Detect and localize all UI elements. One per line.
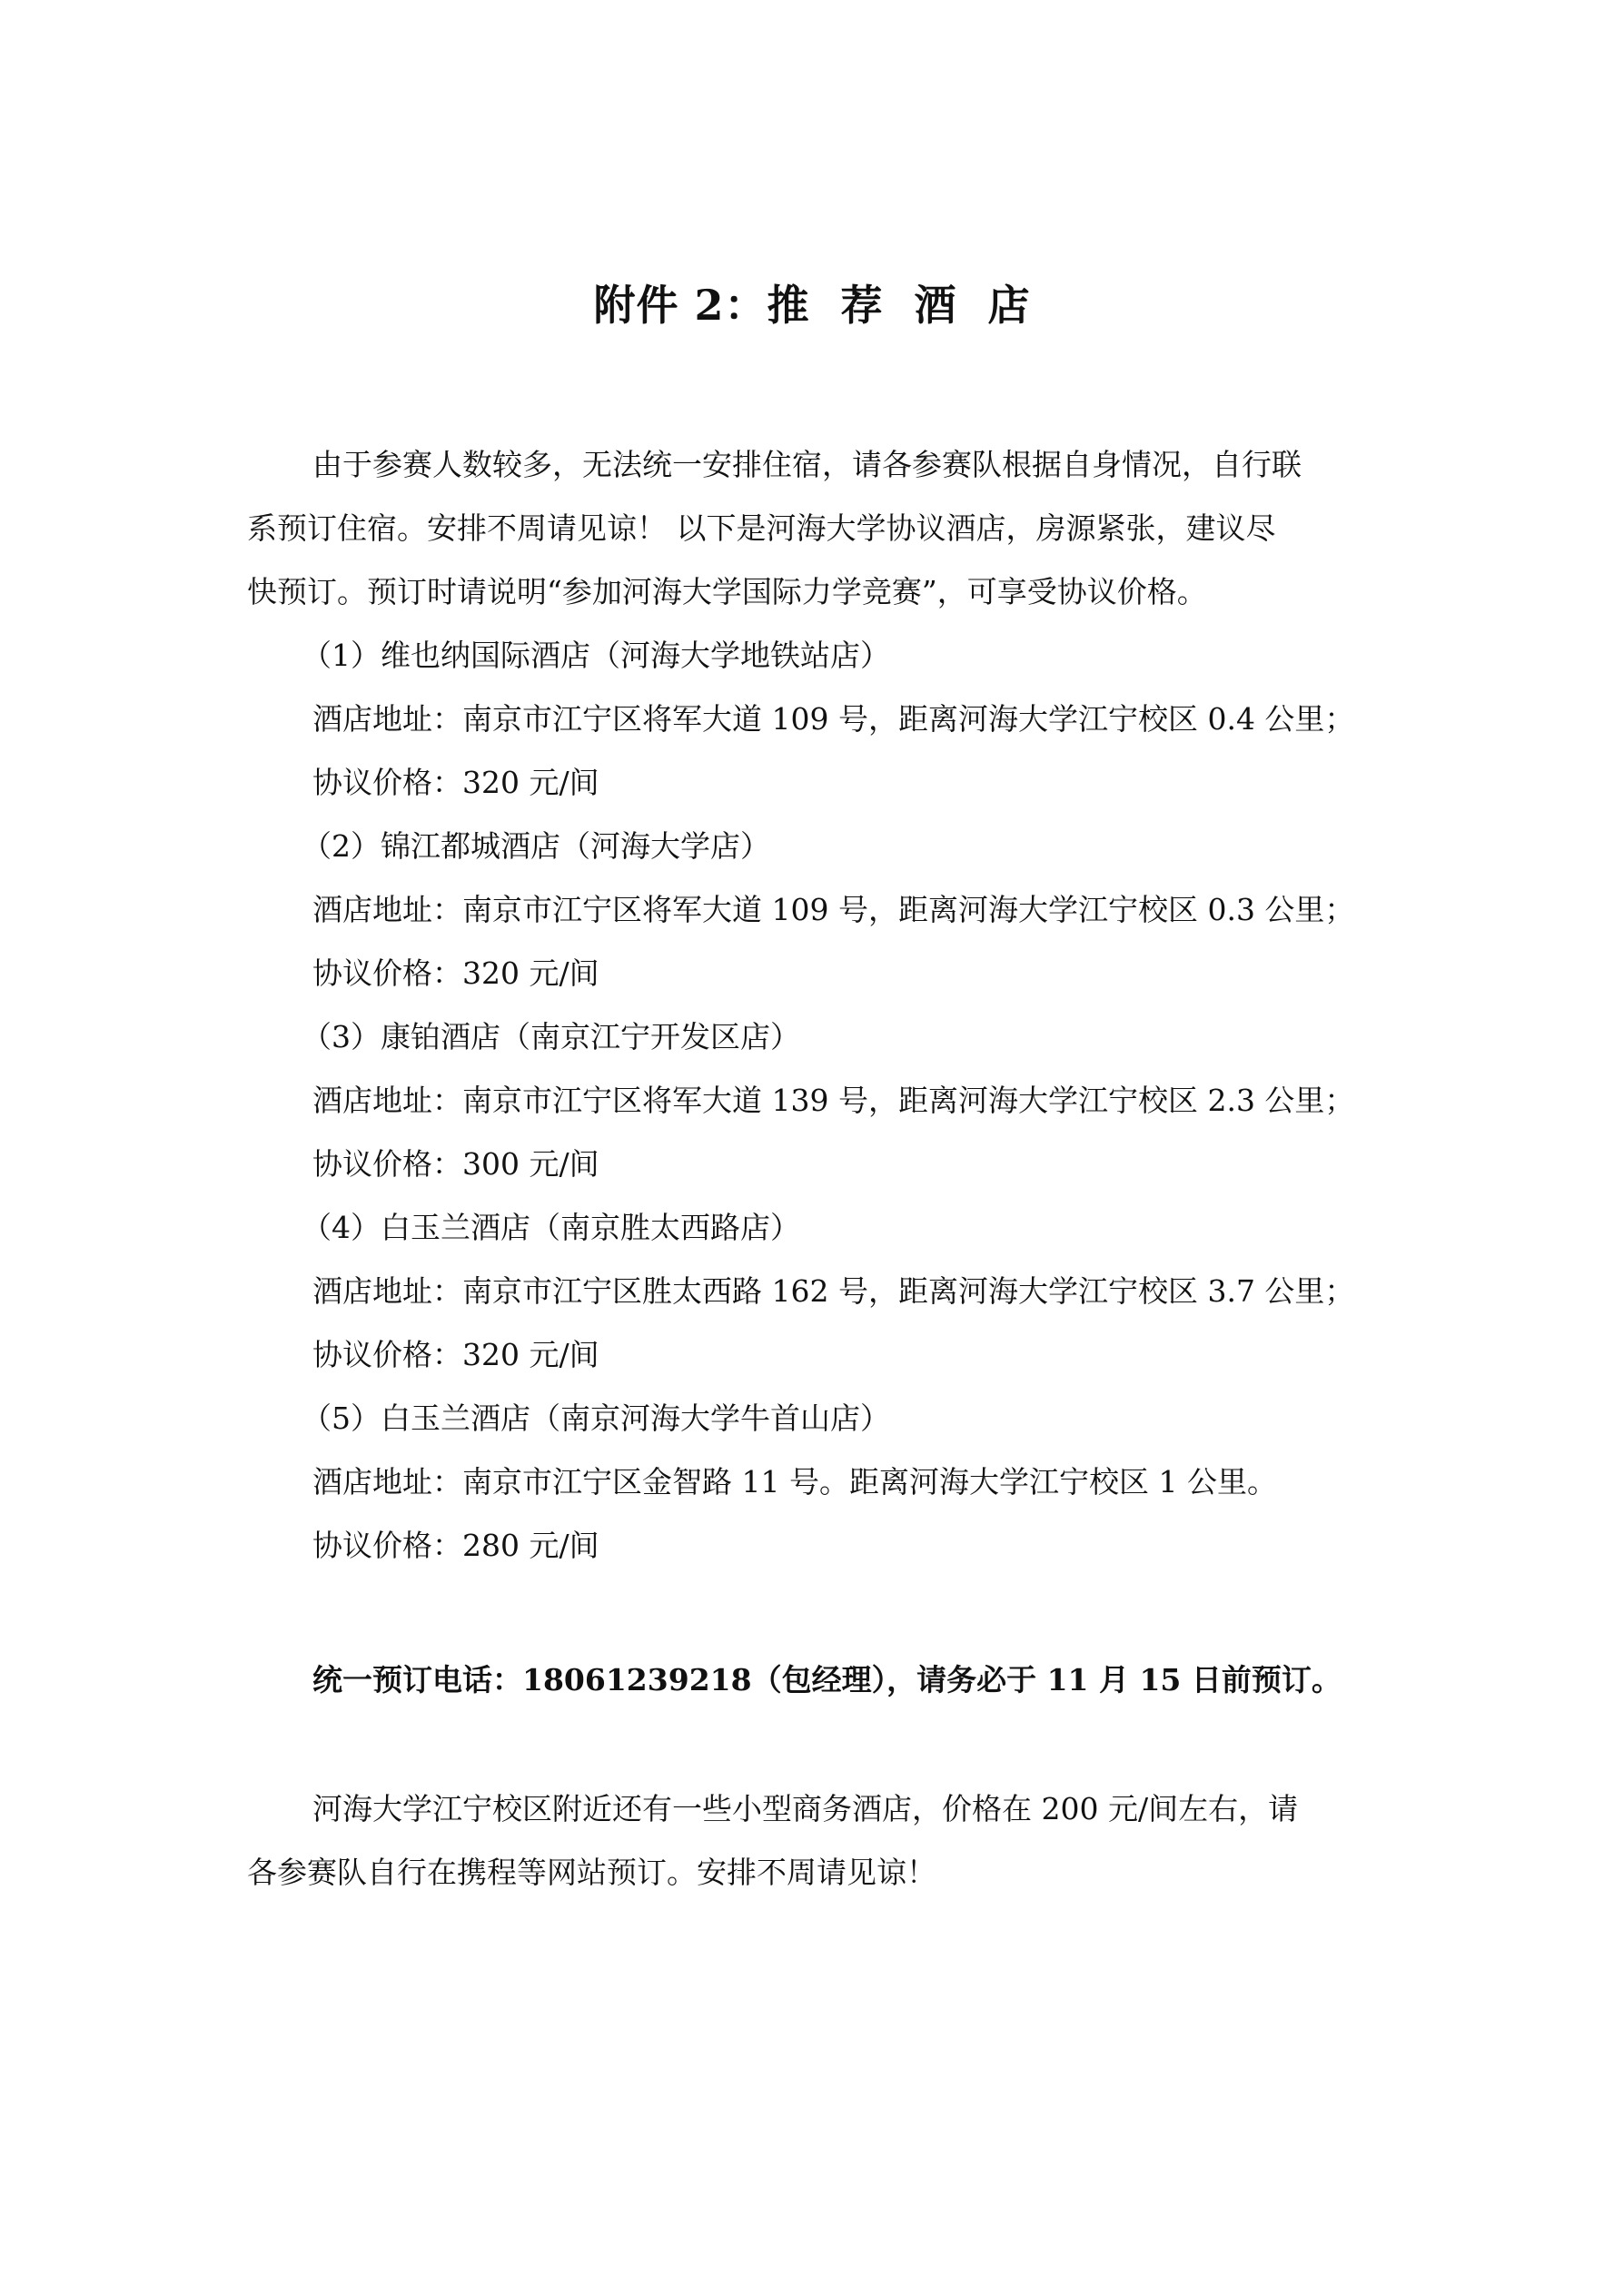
- hotel-2-price: 协议价格：320 元/间: [312, 955, 599, 991]
- hotel-4-name: （4）白玉兰酒店（南京胜太西路店）: [302, 1210, 800, 1245]
- hotel-4-price: 协议价格：320 元/间: [312, 1337, 599, 1372]
- hotel-5-name: （5）白玉兰酒店（南京河海大学牛首山店）: [302, 1400, 890, 1436]
- intro-line-1: 由于参赛人数较多，无法统一安排住宿，请各参赛队根据自身情况，自行联: [312, 447, 1302, 482]
- closing-line-1: 河海大学江宁校区附近还有一些小型商务酒店，价格在 200 元/间左右，请: [312, 1791, 1299, 1826]
- hotel-3-price: 协议价格：300 元/间: [312, 1146, 599, 1182]
- hotel-4-address: 酒店地址：南京市江宁区胜太西路 162 号，距离河海大学江宁校区 3.7 公里；: [312, 1273, 1355, 1309]
- closing-line-2: 各参赛队自行在携程等网站预订。安排不周请见谅！: [247, 1855, 936, 1890]
- hotel-5-address: 酒店地址：南京市江宁区金智路 11 号。距离河海大学江宁校区 1 公里。: [312, 1464, 1277, 1499]
- hotel-2-address: 酒店地址：南京市江宁区将军大道 109 号，距离河海大学江宁校区 0.3 公里；: [312, 892, 1355, 927]
- hotel-1-price: 协议价格：320 元/间: [312, 765, 599, 800]
- hotel-3-address: 酒店地址：南京市江宁区将军大道 139 号，距离河海大学江宁校区 2.3 公里；: [312, 1083, 1355, 1118]
- hotel-3-name: （3）康铂酒店（南京江宁开发区店）: [302, 1019, 800, 1054]
- hotel-5-price: 协议价格：280 元/间: [312, 1528, 599, 1563]
- intro-line-2: 系预订住宿。安排不周请见谅！ 以下是河海大学协议酒店，房源紧张，建议尽: [247, 510, 1276, 546]
- hotel-1-name: （1）维也纳国际酒店（河海大学地铁站店）: [302, 638, 890, 673]
- hotel-2-name: （2）锦江都城酒店（河海大学店）: [302, 828, 770, 864]
- page-title: 附件 2：推 荐 酒 店: [593, 281, 1031, 330]
- booking-phone-notice: 统一预订电话：18061239218（包经理），请务必于 11 月 15 日前预订。: [312, 1662, 1342, 1697]
- intro-line-3: 快预订。预订时请说明“参加河海大学国际力学竞赛”，可享受协议价格。: [247, 574, 1207, 609]
- hotel-1-address: 酒店地址：南京市江宁区将军大道 109 号，距离河海大学江宁校区 0.4 公里；: [312, 701, 1355, 737]
